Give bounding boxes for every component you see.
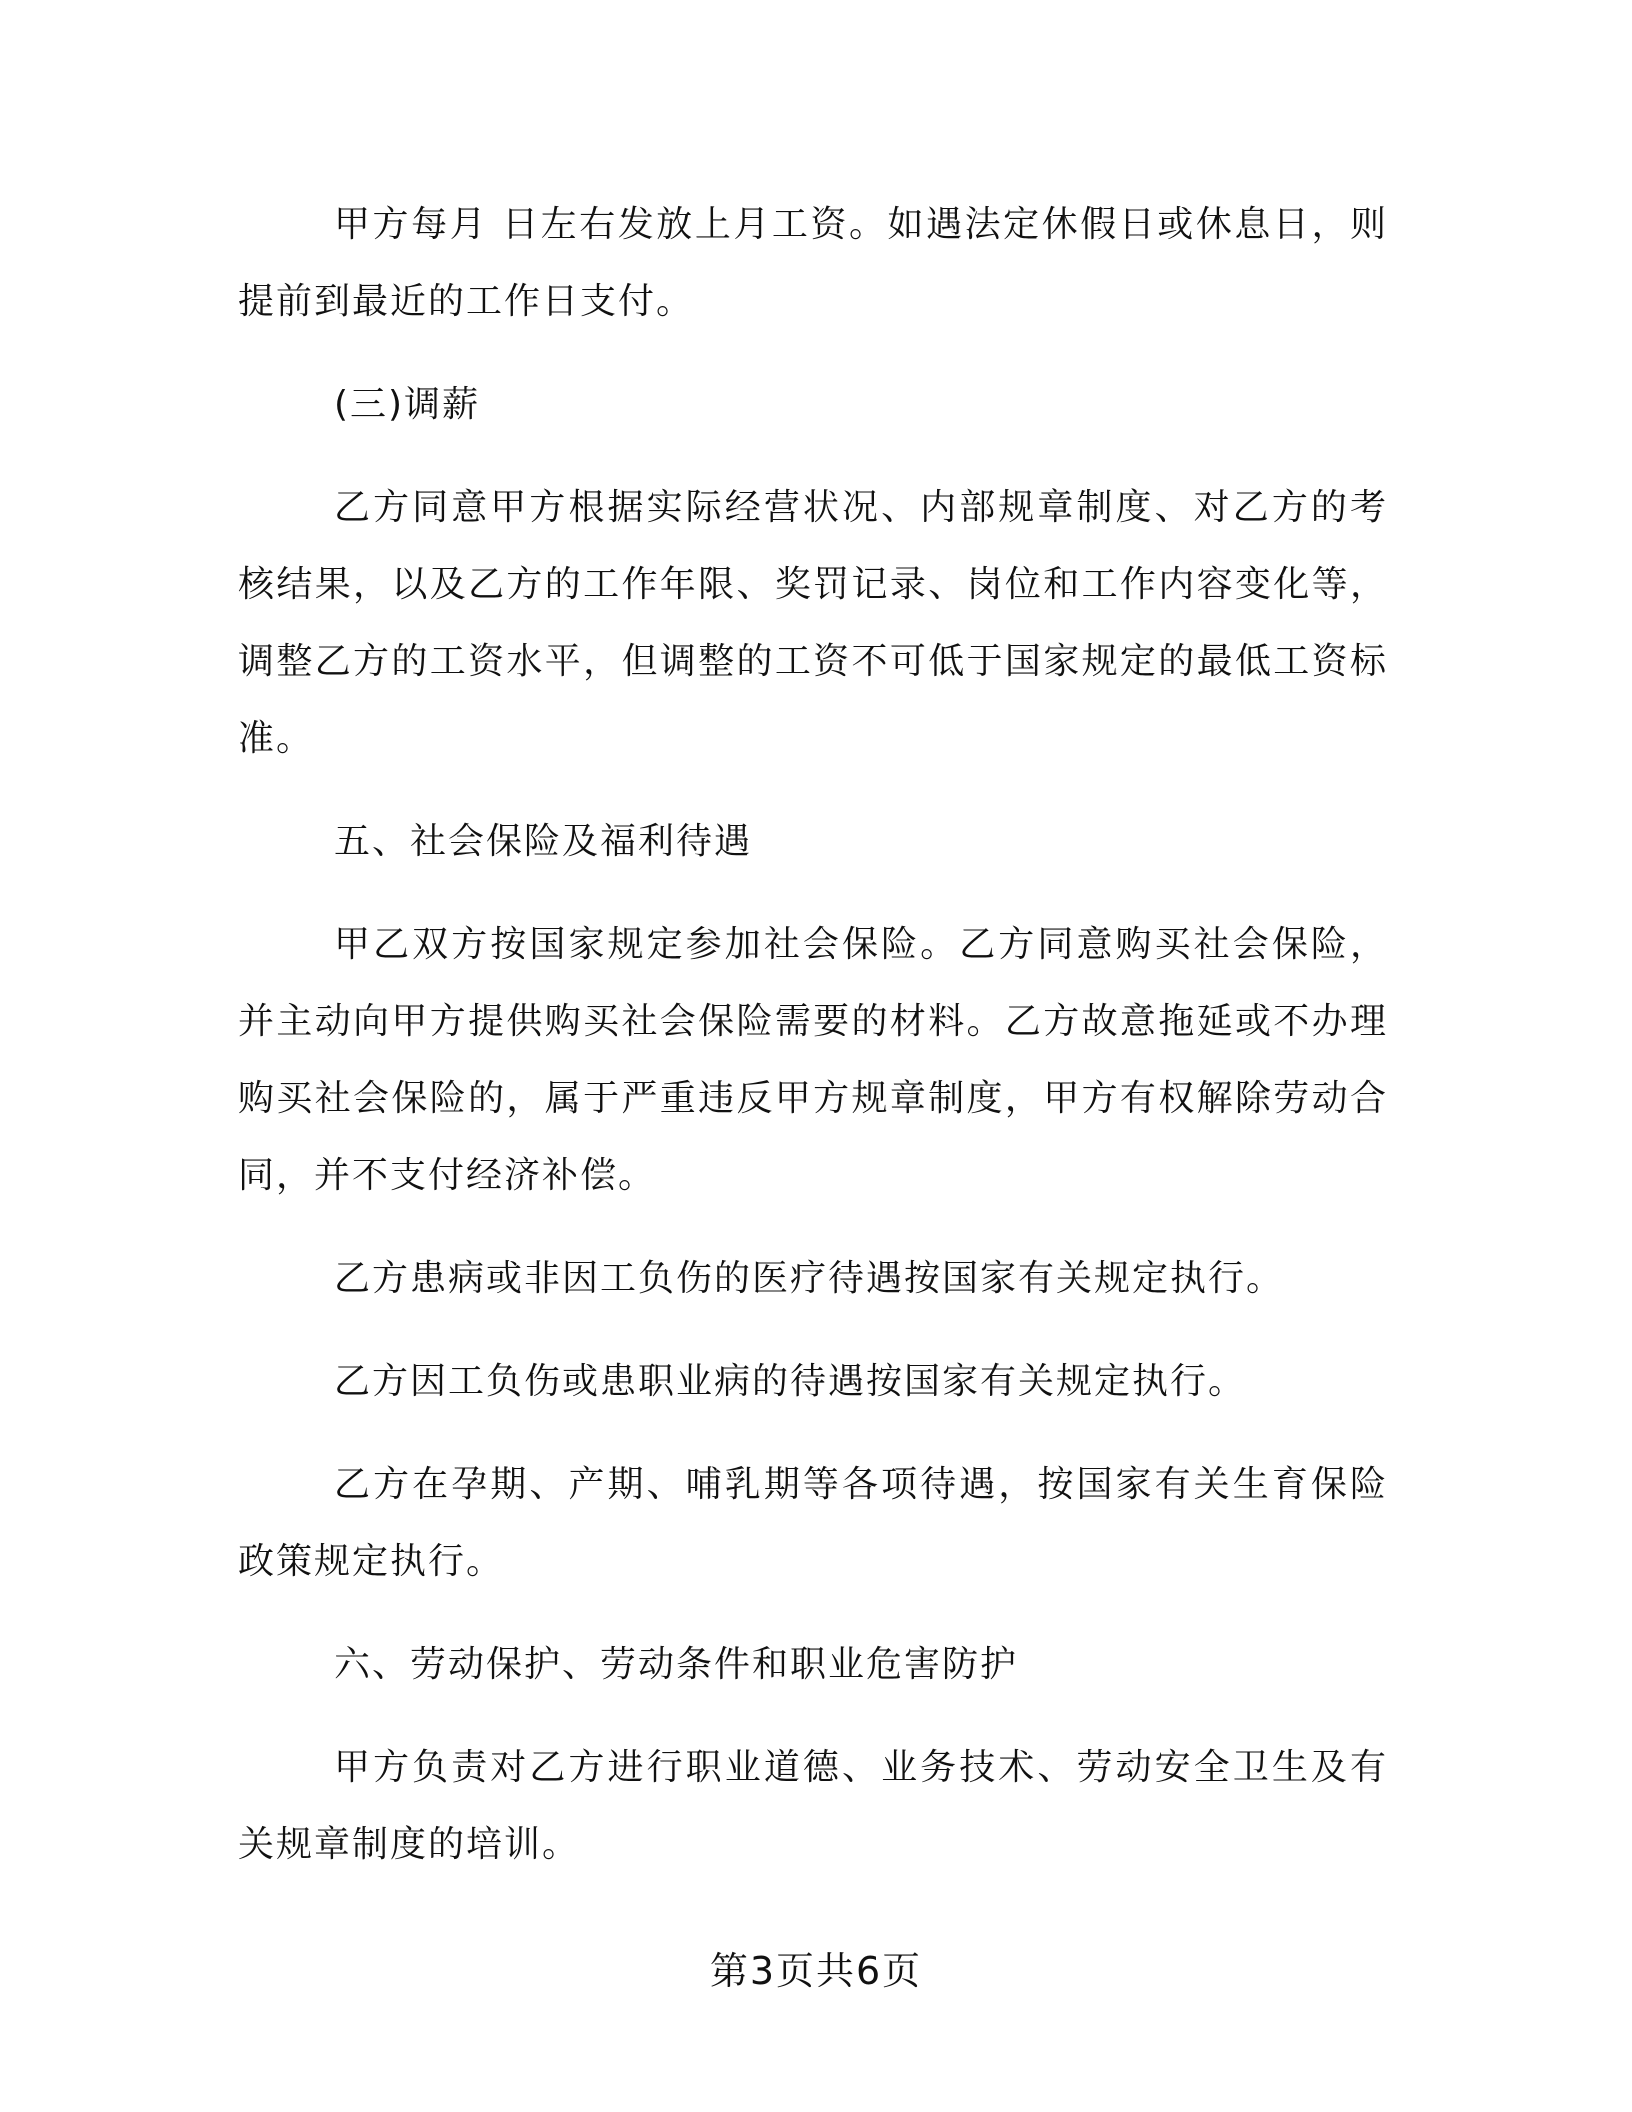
- paragraph-maternity: 乙方在孕期、产期、哺乳期等各项待遇，按国家有关生育保险政策规定执行。: [238, 1464, 1388, 1582]
- paragraph-training: 甲方负责对乙方进行职业道德、业务技术、劳动安全卫生及有关规章制度的培训。: [238, 1747, 1388, 1865]
- paragraph-salary-adjust: 乙方同意甲方根据实际经营状况、内部规章制度、对乙方的考核结果，以及乙方的工作年限、奖罚记录、岗位和工作内容变化等，调整乙方的工资水平，但调整的工资不可低于国家规定的最低工资标准。: [238, 487, 1388, 759]
- paragraph-medical: 乙方患病或非因工负伤的医疗待遇按国家有关规定执行。: [334, 1258, 1285, 1299]
- section-heading-salary-adjust: (三)调薪: [334, 384, 481, 425]
- paragraph-pay-date: 甲方每月 日左右发放上月工资。如遇法定休假日或休息日，则提前到最近的工作日支付。: [238, 204, 1388, 322]
- paragraph-social-insurance: 甲乙双方按国家规定参加社会保险。乙方同意购买社会保险，并主动向甲方提供购买社会保险需要的材料。乙方故意拖延或不办理购买社会保险的，属于严重违反甲方规章制度，甲方有权解除劳动合同，并不支付经济补偿。: [238, 924, 1388, 1196]
- page-number-footer: 第3页共6页: [709, 1949, 923, 1993]
- section-heading-social-insurance: 五、社会保险及福利待遇: [334, 821, 753, 862]
- paragraph-work-injury: 乙方因工负伤或患职业病的待遇按国家有关规定执行。: [334, 1361, 1247, 1402]
- section-heading-labor-protection: 六、劳动保护、劳动条件和职业危害防护: [334, 1644, 1019, 1685]
- document-body: [238, 186, 1388, 1909]
